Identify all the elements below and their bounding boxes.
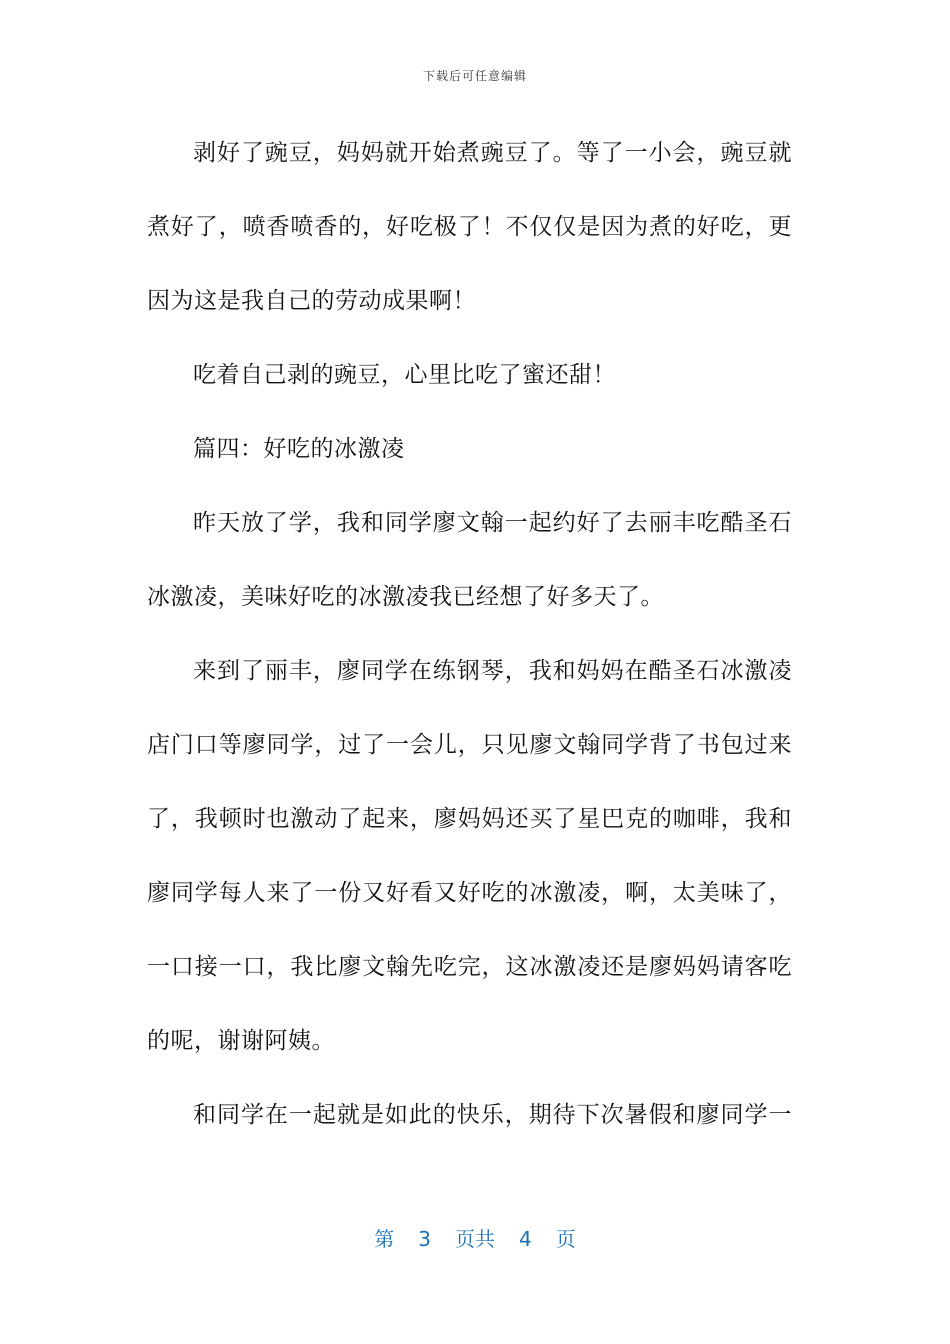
footer-suffix: 页 [555,1227,576,1251]
footer-prefix: 第 [374,1227,395,1251]
paragraph-line: 吃着自己剥的豌豆，心里比吃了蜜还甜！ [193,362,616,388]
paragraph-line: 店门口等廖同学，过了一会儿，只见廖文翰同学背了书包过来 [147,732,792,758]
total-pages-number: 4 [519,1227,532,1251]
paragraph-line: 廖同学每人来了一份又好看又好吃的冰激凌，啊，太美味了， [147,880,792,906]
paragraph-line: 因为这是我自己的劳动成果啊！ [147,288,476,314]
paragraph-line: 一口接一口，我比廖文翰先吃完，这冰激凌还是廖妈妈请客吃 [147,954,792,980]
paragraph-line: 剥好了豌豆，妈妈就开始煮豌豆了。等了一小会，豌豆就 [193,140,792,166]
paragraph-line: 昨天放了学，我和同学廖文翰一起约好了去丽丰吃酷圣石 [193,510,792,536]
page-header-note: 下载后可任意编辑 [422,69,527,83]
paragraph-line: 了，我顿时也激动了起来，廖妈妈还买了星巴克的咖啡，我和 [147,806,792,832]
paragraph-line: 和同学在一起就是如此的快乐，期待下次暑假和廖同学一 [193,1102,792,1128]
page-number-footer [0,1223,950,1252]
paragraph-line: 来到了丽丰，廖同学在练钢琴，我和妈妈在酷圣石冰激凌 [193,658,792,684]
paragraph-line: 冰激凌，美味好吃的冰激凌我已经想了好多天了。 [147,584,664,610]
footer-middle: 页共 [455,1227,495,1251]
section-heading: 篇四：好吃的冰激凌 [193,436,405,462]
current-page-number: 3 [418,1227,431,1251]
paragraph-line: 的呢，谢谢阿姨。 [147,1028,335,1054]
paragraph-line: 煮好了，喷香喷香的，好吃极了！不仅仅是因为煮的好吃，更 [147,214,792,240]
document-body [147,116,792,1152]
